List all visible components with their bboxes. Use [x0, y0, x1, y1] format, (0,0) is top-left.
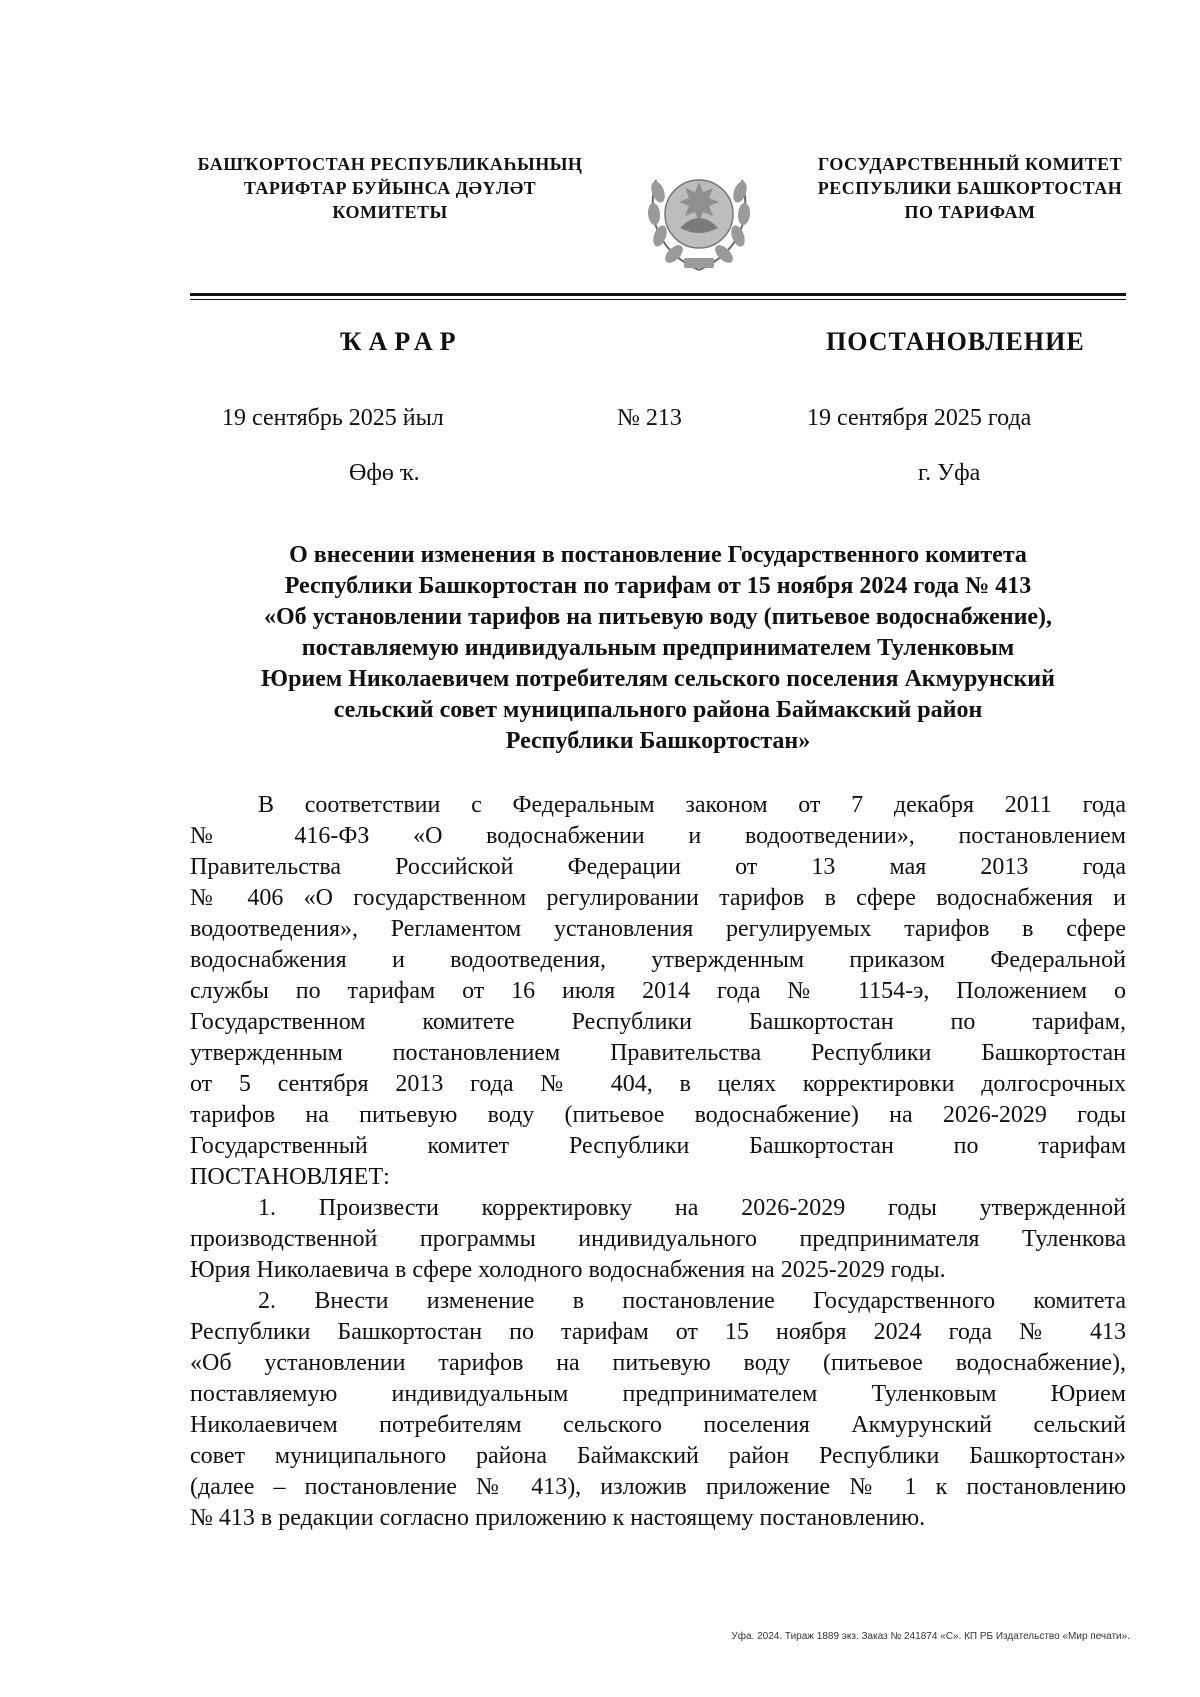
- body-line: Государственный комитет Республики Башкортостан по тарифам: [190, 1133, 1126, 1159]
- body-line: водоснабжения и водоотведения, утвержденным приказом Федеральной: [190, 947, 1126, 973]
- clause-2-line: поставляемую индивидуальным предпринимателем Туленковым Юрием: [190, 1381, 1126, 1407]
- doc-type-bashkir: ҠАРАР: [340, 327, 463, 356]
- clause-2-line: совет муниципального района Баймакский район Республики Башкортостан»: [190, 1443, 1126, 1469]
- document-number: № 213: [617, 405, 682, 431]
- clause-2-line: (далее – постановление № 413), изложив приложение № 1 к постановлению: [190, 1474, 1126, 1500]
- issuer-bashkir-line: ТАРИФТАР БУЙЫНСА ДӘҮЛӘТ: [243, 178, 537, 198]
- body-line: В соответствии с Федеральным законом от 7 декабря 2011 года: [258, 792, 1126, 818]
- issuer-bashkir-line: БАШҠОРТОСТАН РЕСПУБЛИКАҺЫНЫҢ: [197, 154, 583, 174]
- coat-of-arms-emblem: [640, 152, 758, 278]
- clause-2-line: «Об установлении тарифов на питьевую воду (питьевое водоснабжение),: [190, 1350, 1126, 1376]
- issuer-russian-line: ПО ТАРИФАМ: [904, 202, 1036, 222]
- print-imprint: Уфа. 2024. Тираж 1889 экз. Заказ № 241874 «С». КП РБ Издательство «Мир печати».: [731, 1631, 1130, 1642]
- title-line: Республики Башкортостан по тарифам от 15 ноября 2024 года № 413: [284, 573, 1032, 599]
- clause-1-line: производственной программы индивидуального предпринимателя Туленкова: [190, 1226, 1126, 1252]
- body-line: Правительства Российской Федерации от 13 мая 2013 года: [190, 854, 1126, 880]
- document-title: [190, 540, 1126, 757]
- title-line: Республики Башкортостан»: [505, 728, 811, 754]
- title-line: поставляемую индивидуальным предпринимателем Туленковым: [301, 635, 1015, 661]
- title-line: О внесении изменения в постановление Государственного комитета: [289, 542, 1027, 568]
- body-line: от 5 сентября 2013 года № 404, в целях корректировки долгосрочных: [190, 1071, 1126, 1097]
- place-bashkir: Өфө ҡ.: [349, 460, 420, 486]
- date-bashkir: 19 сентябрь 2025 йыл: [222, 405, 444, 431]
- title-line: Юрием Николаевичем потребителям сельского поселения Акмурунский: [261, 666, 1055, 692]
- clause-1-line: 1. Произвести корректировку на 2026-2029 годы утвержденной: [258, 1195, 1126, 1221]
- issuer-russian-line: РЕСПУБЛИКИ БАШКОРТОСТАН: [817, 178, 1123, 198]
- title-line: «Об установлении тарифов на питьевую воду (питьевое водоснабжение),: [263, 604, 1053, 630]
- document-body: [190, 790, 1126, 1534]
- clause-2-line: № 413 в редакции согласно приложению к настоящему постановлению.: [190, 1505, 926, 1531]
- clause-1-line: Юрия Николаевича в сфере холодного водоснабжения на 2025-2029 годы.: [190, 1257, 946, 1283]
- issuer-russian: [790, 152, 1150, 224]
- body-line: водоотведения», Регламентом установления регулируемых тарифов в сфере: [190, 916, 1126, 942]
- body-line: службы по тарифам от 16 июля 2014 года № 1154-э, Положением о: [190, 978, 1126, 1004]
- title-line: сельский совет муниципального района Баймакский район: [333, 697, 983, 723]
- body-line: № 406 «О государственном регулировании тарифов в сфере водоснабжения и: [190, 885, 1126, 911]
- body-line-resolves: ПОСТАНОВЛЯЕТ:: [190, 1164, 390, 1190]
- place-russian: г. Уфа: [918, 460, 981, 486]
- issuer-russian-line: ГОСУДАРСТВЕННЫЙ КОМИТЕТ: [817, 154, 1123, 174]
- issuer-bashkir-line: КОМИТЕТЫ: [332, 202, 448, 222]
- doc-type-russian: ПОСТАНОВЛЕНИЕ: [826, 327, 1085, 356]
- body-line: № 416-ФЗ «О водоснабжении и водоотведении», постановлением: [190, 823, 1126, 849]
- issuer-bashkir: [180, 152, 600, 224]
- body-line: Государственном комитете Республики Башкортостан по тарифам,: [190, 1009, 1126, 1035]
- body-line: утвержденным постановлением Правительства Республики Башкортостан: [190, 1040, 1126, 1066]
- body-line: тарифов на питьевую воду (питьевое водоснабжение) на 2026-2029 годы: [190, 1102, 1126, 1128]
- header-rule-thick: [190, 293, 1126, 296]
- clause-2-line: 2. Внести изменение в постановление Государственного комитета: [258, 1288, 1126, 1314]
- clause-2-line: Республики Башкортостан по тарифам от 15 ноября 2024 года № 413: [190, 1319, 1126, 1345]
- date-russian: 19 сентября 2025 года: [807, 405, 1032, 431]
- clause-2-line: Николаевичем потребителям сельского поселения Акмурунский сельский: [190, 1412, 1126, 1438]
- header-rule-thin: [190, 299, 1126, 300]
